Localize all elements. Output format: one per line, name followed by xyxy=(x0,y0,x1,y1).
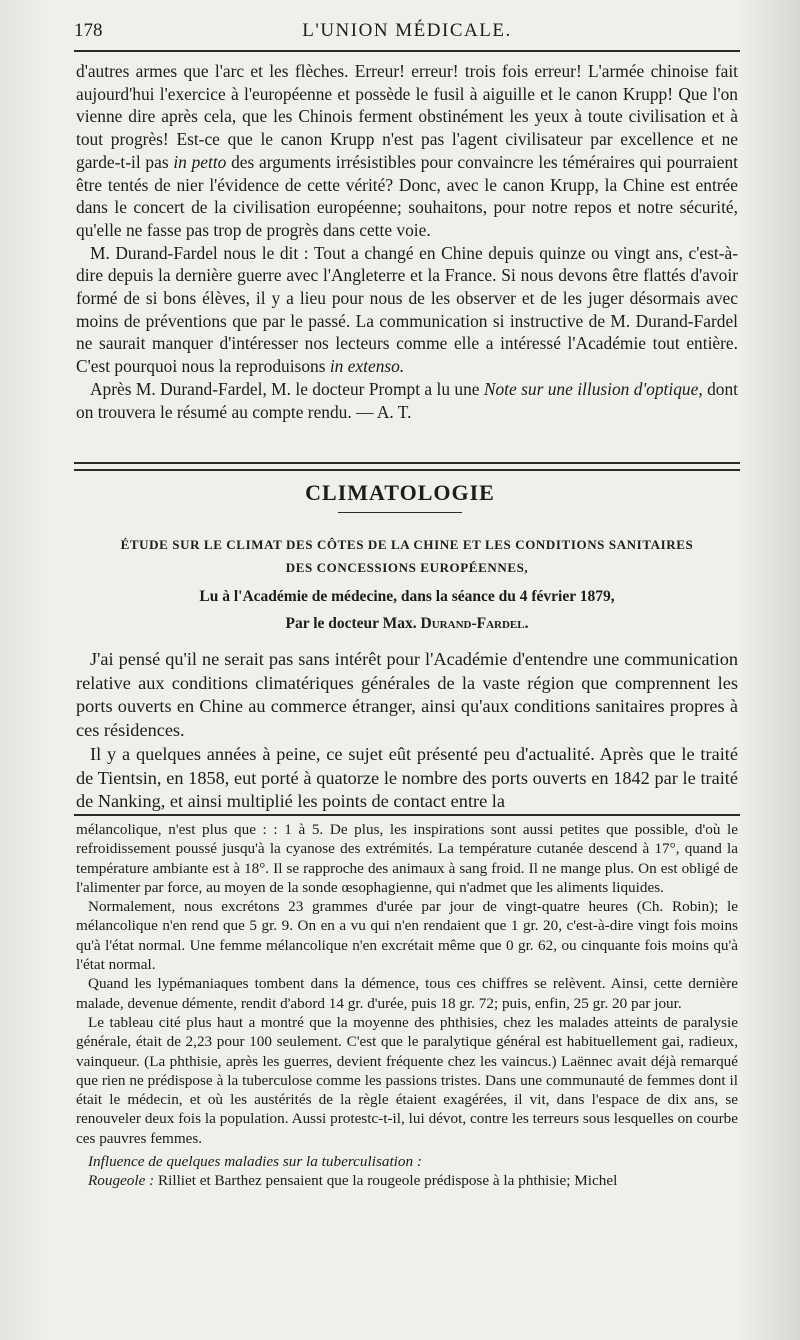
subheading: Influence de quelques maladies sur la tuberculisation : xyxy=(88,1153,422,1171)
paragraph: M. Durand-Fardel nous le dit : Tout a changé en Chine depuis quinze ou vingt ans, c'est-à-dire depuis la dernière guerre avec l'Angleterre et la France. Si nous devons être flattés d'avoir formé de si bons élèves, il y a lieu pour nous de les observer et de les juger désormais avec moins de préventions que par le passé. La communication si instructive de M. Durand-Fardel ne saurait manquer d'intéresser nos lecteurs comme elle a intéressé l'Académie tout entière. C'est pourquoi nous la reproduisons in extenso. xyxy=(76,242,738,377)
page-number: 178 xyxy=(74,20,103,41)
paragraph: mélancolique, n'est plus que : : 1 à 5. De plus, les inspirations sont aussi petites que possible, d'où le refroidissement poussé jusqu'à la cyanose des extrémités. La température cutanée descend à 17°, quand la température ambiante est à 18°. Il se rapproche des animaux à sang froid. Il ne mange plus. On est obligé de l'alimenter par force, au moyen de la sonde œsophagienne, qui n'admet que les aliments liquides. xyxy=(76,821,738,896)
section-title-underline xyxy=(338,512,462,513)
paragraph: d'autres armes que l'arc et les flèches. Erreur! erreur! trois fois erreur! L'armée chinoise fait aujourd'hui l'exercice à l'européenne et possède le fusil à aiguille et le canon Krupp! Que l'on vienne dire après cela, que les Chinois ferment obstinément les yeux à toute civilisation et à tout progrès! Est-ce que le canon Krupp n'est pas l'agent civilisateur par excellence et ne garde-t-il pas in petto des arguments irrésistibles pour convaincre les téméraires qui pourraient être tentés de nier l'évidence de cette vérité? Donc, avec le canon Krupp, la Chine est entrée dans le concert de la civilisation européenne; souhaitons, pour notre repos et notre sécurité, qu'elle ne fasse pas trop de progrès dans cette voie. xyxy=(76,61,738,240)
page-header xyxy=(74,16,740,46)
paragraph: J'ai pensé qu'il ne serait pas sans intérêt pour l'Académie d'entendre une communication relative aux conditions climatériques générales de la vaste région que comprennent les ports ouverts en Chine au commerce étranger, ainsi qu'aux conditions sanitaires propres à ces résidences. xyxy=(76,649,738,740)
paragraph: Il y a quelques années à peine, ce sujet eût présenté peu d'actualité. Après que le traité de Tientsin, en 1858, eut porté à quatorze le nombre des ports ouverts en 1842 par le traité de Nanking, et ainsi multiplié les points de contact entre la xyxy=(76,744,738,811)
session-line: Lu à l'Académie de médecine, dans la séance du 4 février 1879, xyxy=(199,588,615,605)
paragraph: Après M. Durand-Fardel, M. le docteur Prompt a lu une Note sur une illusion d'optique, dont on trouvera le résumé au compte rendu. — A. T. xyxy=(76,378,738,422)
paragraph: Normalement, nous excrétons 23 grammes d'urée par jour de vingt-quatre heures (Ch. Robin); le mélancolique n'en rend que 5 gr. 9. On en a vu qui n'en rendaient que 1 gr. 20, c'est-à-dire vingt fois moins qu'à l'état normal. Une femme mélancolique n'en excrétait même que 0 gr. 62, ou cinquante fois moins qu'à l'état normal. xyxy=(76,898,738,974)
preceding-article-text xyxy=(76,60,738,423)
footnote-text xyxy=(76,820,738,1191)
paragraph: Le tableau cité plus haut a montré que la moyenne des phthisies, chez les malades atteints de paralysie générale, était de 2,23 pour 100 seulement. C'est que le paralytique général est habituellement gai, radieux, vainqueur. (La phthisie, après les guerres, devient fréquente chez les vaincus.) Laënnec avait déjà remarqué que rien ne prédispose à la tuberculose comme les passions tristes. Dans une communauté de femmes dont il était le médecin, et où les austérités de la règle étaient exagérées, il vit, dans l'espace de dix ans, se renouveler deux fois la population. Aussi protestc-t-il, lui dévot, contre les terreurs sous lesquelles on courbe ces pauvres femmes. xyxy=(76,1013,738,1147)
author-byline: Par le docteur Max. Durand-Fardel. xyxy=(285,615,529,632)
running-title: L'UNION MÉDICALE. xyxy=(302,20,512,41)
article-title: ÉTUDE SUR LE CLIMAT DES CÔTES DE LA CHINE ET LES CONDITIONS SANITAIRES DES CONCESSIONS EUROPÉENNES, xyxy=(120,537,694,575)
paragraph: Quand les lypémaniaques tombent dans la démence, tous ces chiffres se relèvent. Ainsi, cette dernière malade, devenue démente, rendit d'abord 14 gr. d'urée, puis 18 gr. 72; puis, enfin, 25 gr. 20 par jour. xyxy=(76,975,738,1012)
footnote-rule xyxy=(74,814,740,816)
section-title: CLIMATOLOGIE xyxy=(305,480,495,505)
header-rule xyxy=(74,50,740,52)
section-divider xyxy=(74,462,740,471)
article-body xyxy=(76,648,738,814)
paragraph: Rougeole : Rilliet et Barthez pensaient que la rougeole prédispose à la phthisie; Michel xyxy=(88,1172,618,1190)
